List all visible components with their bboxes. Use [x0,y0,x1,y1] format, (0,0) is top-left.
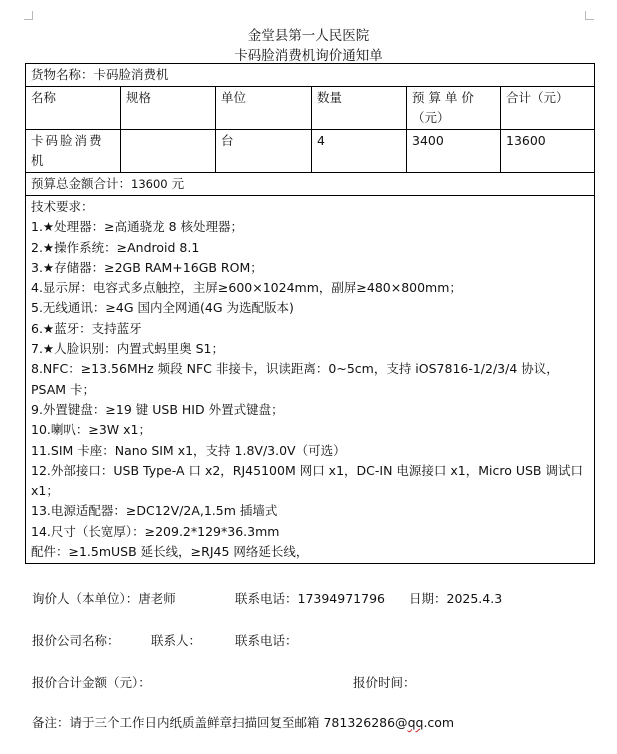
tech-requirements-row [26,196,595,564]
budget-amount: 13600 [131,177,168,191]
table-row [26,130,595,173]
document-title: 卡码脸消费机询价通知单 [234,48,383,64]
cell-qty: 4 [312,130,407,173]
tech-item: 13.电源适配器：≥DC12V/2A,1.5m 插墙式 [31,503,278,519]
tech-item: 12.外部接口：USB Type-A 口 x2，RJ45100M 网口 x1，DC-IN 电源接口 x1，Micro USB 调试口 x1； [31,462,583,499]
cell-total: 13600 [501,130,595,173]
note-text: 备注：请于三个工作日内纸质盖鲜章扫描回复至邮箱 781326286@ [32,715,408,730]
header-name: 名称 [26,87,121,130]
quote-contact-person: 联系人： [151,633,202,648]
quote-time: 报价时间： [353,675,416,690]
tech-item: 9.外置键盘：≥19 键 USB HID 外置式键盘； [31,401,284,417]
goods-name-cell: 货物名称：卡码脸消费机 [26,64,595,87]
table-header-row [26,87,595,130]
quote-line [32,673,416,691]
note-email-suffix: .com [423,715,455,730]
budget-label: 预算总金额合计： [31,176,132,191]
inquirer-line [32,589,502,607]
margin-corner-mark-left [24,11,33,20]
tech-item: 8.NFC：≥13.56MHz 频段 NFC 非接卡，识读距离：0~5cm，支持 iOS7816-1/2/3/4 协议，PSAM 卡； [31,361,559,397]
cell-name: 卡码脸消费机 [26,130,121,173]
company-line [32,631,298,649]
budget-unit: 元 [167,176,185,191]
tech-item: 4.显示屏：电容式多点触控，主屏≥600×1024mm，副屏≥480×800mm； [31,280,462,296]
quote-contact-phone: 联系电话： [235,633,298,648]
tech-item: 6.★蓝牙：支持蓝牙 [31,320,142,336]
tech-item: 7.★人脸识别：内置式蚂里奥 S1； [31,341,224,357]
tech-item: 11.SIM 卡座：Nano SIM x1，支持 1.8V/3.0V（可选） [31,442,346,458]
tech-requirements-cell [26,196,595,564]
inquiry-date: 日期：2025.4.3 [409,591,503,606]
tech-item: 配件：≥1.5mUSB 延长线，≥RJ45 网络延长线， [31,544,309,560]
budget-row [26,173,595,196]
note-line [32,713,454,731]
cell-spec [121,130,216,173]
header-unit: 单位 [216,87,312,130]
tech-item: 3.★存储器：≥2GB RAM+16GB ROM； [31,259,263,275]
quote-total-amount: 报价合计金额（元）： [32,675,151,690]
header-unit-price: 预 算 单 价（元） [407,87,501,130]
margin-corner-mark-right [585,11,594,20]
inquirer: 询价人（本单位）：唐老师 [32,591,176,606]
tech-item: 5.无线通讯：≥4G 国内全网通(4G 为选配版本) [31,300,294,316]
tech-item: 2.★操作系统：≥Android 8.1 [31,239,200,255]
quote-company-name: 报价公司名称： [32,633,120,648]
budget-cell [26,173,595,196]
cell-unit: 台 [216,130,312,173]
hospital-title: 金堂县第一人民医院 [247,28,370,44]
contact-phone: 联系电话：17394971796 [235,591,385,606]
tech-title: 技术要求： [31,199,94,214]
tech-item: 1.★处理器：≥高通骁龙 8 核处理器； [31,219,244,235]
note-email-domain: qq [407,715,424,730]
header-total: 合计（元） [501,87,595,130]
header-qty: 数量 [312,87,407,130]
inquiry-table [25,63,595,564]
tech-item: 10.喇叭：≥3W x1； [31,422,151,438]
header-spec: 规格 [121,87,216,130]
goods-name-row [26,64,595,87]
tech-item: 14.尺寸（长宽厚）：≥209.2*129*36.3mm [31,523,280,539]
cell-price: 3400 [407,130,501,173]
